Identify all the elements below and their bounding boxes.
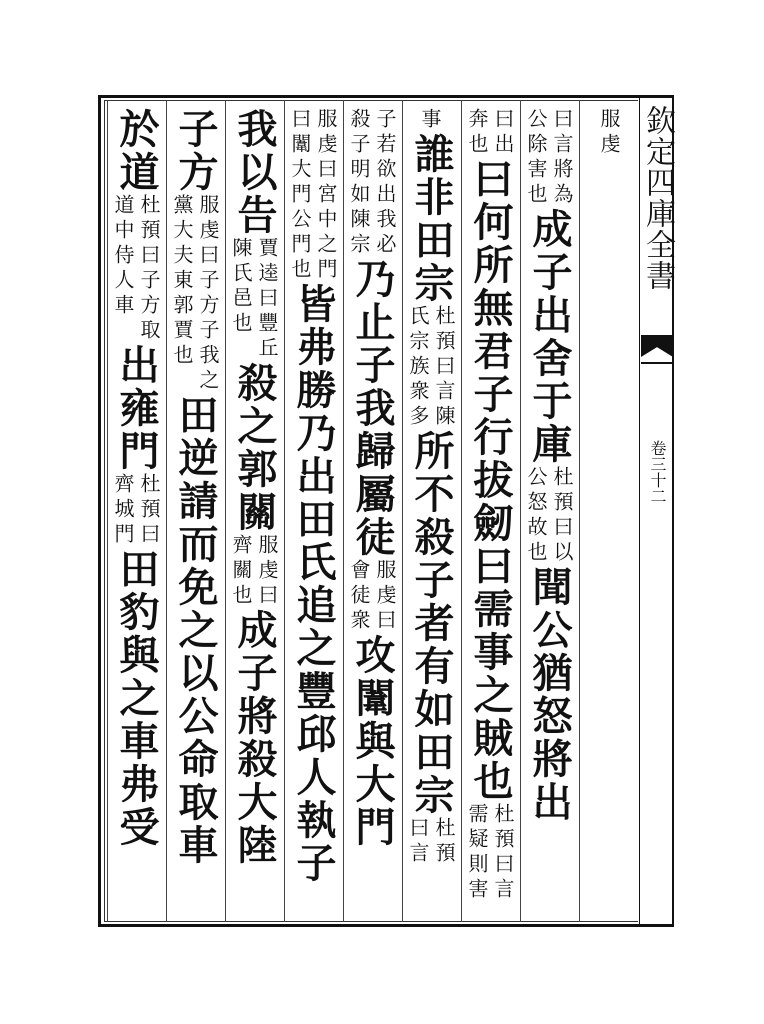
note-left-line: 需疑則害 [465,803,489,903]
main-text: 成子將殺大陸 [231,609,278,867]
text-column [286,108,340,918]
note-right-line: 服虔曰宮中之門 [314,108,338,283]
main-text: 田豹與之車弗受 [113,548,160,849]
text-column [168,108,222,918]
column-rule [579,100,580,922]
commentary-note [170,194,220,394]
column-rule [225,100,226,922]
commentary-note [465,108,515,158]
text-column [345,108,399,918]
commentary-note [406,305,456,430]
commentary-note [524,108,574,208]
column-rule [343,100,344,922]
commentary-note [418,108,444,133]
note-left-line: 陳氏邑也 [229,237,253,337]
main-text: 田逆請而免之以公命取車 [172,394,219,867]
column-rule [461,100,462,922]
note-left-line: 公除害也 [524,108,548,208]
main-text: 出雍門 [113,344,160,473]
note-left-line: 齊城門 [111,473,135,548]
margin-title: 欽定四庫全書 [640,105,675,291]
note-left-line: 奔也 [465,108,489,158]
note-right-line: 曰言將為 [550,108,574,208]
main-text: 成子出舍于庫 [526,208,573,466]
note-left-line: 曰言 [406,817,430,867]
note-left-line: 殺子明如陳宗 [347,108,371,258]
note-left-line: 公怒故也 [524,466,548,566]
commentary-note [406,817,456,867]
main-text: 所不殺子者有如田宗 [408,430,455,817]
note-left-line: 齊關也 [229,534,253,609]
column-rule [402,100,403,922]
column-rule [284,100,285,922]
main-text: 於道 [113,108,160,194]
text-column [109,108,163,918]
note-right-line: 杜預曰言陳 [432,305,456,430]
note-left-line: 道中侍人車 [111,194,135,319]
text-column [581,108,635,918]
note-right-line: 服虔曰 [255,534,279,609]
text-column [404,108,458,918]
main-text: 攻闈與大門 [349,634,396,849]
main-text: 殺之郭關 [231,362,278,534]
commentary-note [111,473,161,548]
commentary-note [229,237,279,362]
column-rule [107,100,108,922]
commentary-note [524,466,574,566]
main-text: 我以告 [231,108,278,237]
commentary-note [288,108,338,283]
note-right-line: 賈逵曰豐丘 [255,237,279,362]
text-column [463,108,517,918]
commentary-note [465,803,515,903]
note-right-line: 杜預曰以 [550,466,574,566]
note-right-line: 杜預曰子方取 [137,194,161,344]
note-right-line: 服虔 [597,108,621,158]
margin-volume-number: 卷三十二 [648,440,667,504]
main-text: 曰何所無君子行拔劒曰需事之賊也 [467,158,514,803]
note-right-line: 杜預 [432,817,456,867]
note-left-line: 曰闈大門公門也 [288,108,312,283]
note-right-line: 曰出 [491,108,515,158]
note-right-line: 子若欲出我必 [373,108,397,258]
note-right-line: 服虔曰子方子我之 [196,194,220,394]
commentary-note [229,534,279,609]
note-left-line: 事 [418,108,442,133]
note-right-line: 杜預曰 [137,473,161,548]
note-left-line: 黨大夫東郭賈也 [170,194,194,369]
main-text: 乃止子我歸屬徒 [349,258,396,559]
main-text: 聞公猶怒將出 [526,566,573,824]
note-left-line: 氏宗族衆多 [406,305,430,430]
column-rule [166,100,167,922]
note-right-line: 服虔曰 [373,559,397,634]
commentary-note [347,559,397,634]
commentary-note [595,108,621,158]
main-text: 皆弗勝乃出田氏追之豐邱人執子 [290,283,337,885]
commentary-note [111,194,161,344]
note-left-line: 會徒衆 [347,559,371,634]
text-column [227,108,281,918]
text-column [522,108,576,918]
commentary-note [347,108,397,258]
note-right-line: 杜預曰言 [491,803,515,903]
main-text: 子方 [172,108,219,194]
main-text: 誰非田宗 [408,133,455,305]
column-rule [520,100,521,922]
margin-rule [641,362,673,364]
